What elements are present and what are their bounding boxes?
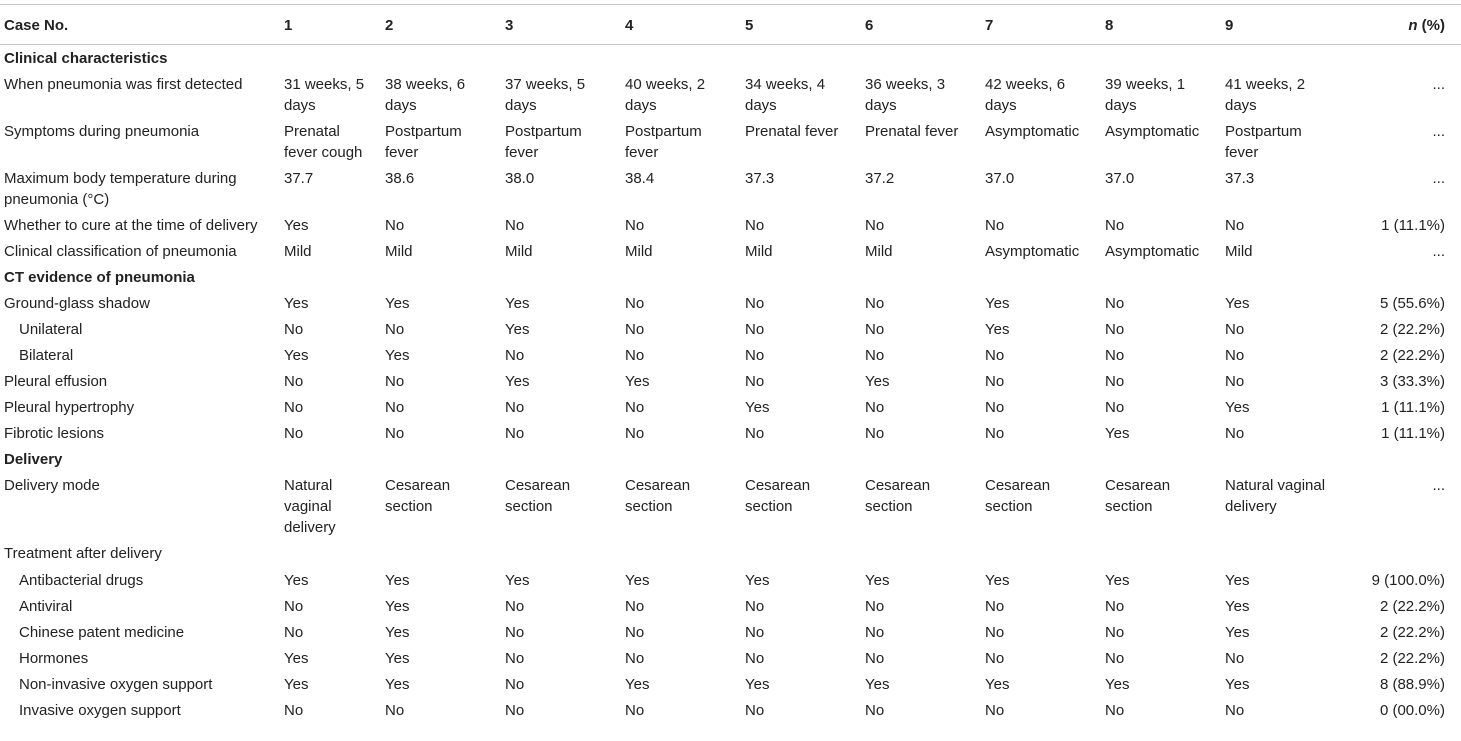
case-8-cell: No bbox=[1105, 373, 1125, 390]
case-6-cell: Mild bbox=[865, 243, 893, 260]
case-7-cell: 37.0 bbox=[985, 170, 1015, 187]
case-8-cell: No bbox=[1105, 624, 1125, 641]
case-4-cell: No bbox=[625, 399, 645, 416]
row-label: Antiviral bbox=[19, 598, 73, 615]
case-7-cell: Cesarean section bbox=[985, 477, 1051, 515]
case-1-cell: No bbox=[284, 373, 304, 390]
case-1-cell: No bbox=[284, 624, 304, 641]
case-5-cell: No bbox=[745, 373, 765, 390]
case-7-cell: Asymptomatic bbox=[985, 123, 1080, 140]
case-2-cell: Yes bbox=[385, 676, 410, 693]
case-4-cell: Yes bbox=[625, 373, 650, 390]
case-1-cell: Mild bbox=[284, 243, 312, 260]
case-6-cell: No bbox=[865, 650, 885, 667]
case-3-cell: No bbox=[505, 425, 525, 442]
summary-cell: ... bbox=[1432, 170, 1445, 187]
case-9-cell: Yes bbox=[1225, 598, 1250, 615]
case-3-cell: No bbox=[505, 650, 525, 667]
summary-cell: ... bbox=[1432, 123, 1445, 140]
case-7-cell: No bbox=[985, 624, 1005, 641]
case-7-cell: No bbox=[985, 373, 1005, 390]
row-label: Maximum body temperature during pneumonia (°C) bbox=[4, 170, 237, 208]
case-5-cell: No bbox=[745, 217, 765, 234]
case-8-cell: No bbox=[1105, 347, 1125, 364]
row-label: When pneumonia was first detected bbox=[4, 76, 243, 93]
case-9-cell: No bbox=[1225, 347, 1245, 364]
case-7-cell: 42 weeks, 6 days bbox=[985, 76, 1066, 114]
case-9-cell: Mild bbox=[1225, 243, 1253, 260]
case-6-cell: No bbox=[865, 217, 885, 234]
table-row bbox=[0, 316, 1461, 342]
clinical-data-table bbox=[0, 4, 1461, 723]
case-1-cell: 37.7 bbox=[284, 170, 314, 187]
case-4-cell: No bbox=[625, 650, 645, 667]
summary-cell: 2 (22.2%) bbox=[1379, 347, 1445, 364]
case-1-cell: Yes bbox=[284, 676, 309, 693]
case-7-cell: Asymptomatic bbox=[985, 243, 1080, 260]
case-1-cell: Yes bbox=[284, 572, 309, 589]
case-1-cell: Yes bbox=[284, 347, 309, 364]
case-3-cell: Mild bbox=[505, 243, 533, 260]
case-2-cell: Yes bbox=[385, 650, 410, 667]
row-label: Non-invasive oxygen support bbox=[19, 676, 213, 693]
case-7-cell: No bbox=[985, 399, 1005, 416]
summary-cell: 8 (88.9%) bbox=[1379, 676, 1445, 693]
row-label: Clinical classification of pneumonia bbox=[4, 243, 237, 260]
case-8-cell: Asymptomatic bbox=[1105, 243, 1200, 260]
case-8-cell: No bbox=[1105, 702, 1125, 719]
case-8-cell: Cesarean section bbox=[1105, 477, 1171, 515]
case-2-cell: No bbox=[385, 217, 405, 234]
case-5-cell: Yes bbox=[745, 572, 770, 589]
case-6-cell: 36 weeks, 3 days bbox=[865, 76, 946, 114]
case-3-cell: Postpartum fever bbox=[505, 123, 582, 161]
summary-cell: 2 (22.2%) bbox=[1379, 650, 1445, 667]
case-1-cell: Prenatal fever cough bbox=[284, 123, 363, 161]
row-label: Antibacterial drugs bbox=[19, 572, 144, 589]
summary-cell: 1 (11.1%) bbox=[1381, 399, 1445, 416]
case-3-cell: Yes bbox=[505, 295, 530, 312]
case-4-cell: No bbox=[625, 347, 645, 364]
case-3-cell: No bbox=[505, 399, 525, 416]
table-row bbox=[0, 71, 1461, 118]
case-6-cell: 37.2 bbox=[865, 170, 895, 187]
table-row bbox=[0, 212, 1461, 238]
case-4-cell: Postpartum fever bbox=[625, 123, 702, 161]
table-header bbox=[0, 5, 1461, 45]
case-3-cell: 38.0 bbox=[505, 170, 535, 187]
table-row bbox=[0, 118, 1461, 165]
case-5-cell: No bbox=[745, 702, 765, 719]
case-7-cell: No bbox=[985, 217, 1005, 234]
section-heading: CT evidence of pneumonia bbox=[4, 269, 195, 286]
case-5-cell: 34 weeks, 4 days bbox=[745, 76, 826, 114]
summary-cell: 2 (22.2%) bbox=[1379, 598, 1445, 615]
case-9-cell: 37.3 bbox=[1225, 170, 1255, 187]
table-row bbox=[0, 238, 1461, 264]
case-4-cell: Yes bbox=[625, 676, 650, 693]
case-3-cell: No bbox=[505, 217, 525, 234]
case-3-cell: Cesarean section bbox=[505, 477, 571, 515]
case-6-cell: No bbox=[865, 347, 885, 364]
table-row bbox=[0, 567, 1461, 593]
summary-cell: 3 (33.3%) bbox=[1379, 373, 1445, 390]
case-7-cell: Yes bbox=[985, 572, 1010, 589]
case-1-cell: Natural vaginal delivery bbox=[284, 477, 336, 536]
case-3-cell: Yes bbox=[505, 572, 530, 589]
case-3-cell: No bbox=[505, 676, 525, 693]
table-row bbox=[0, 645, 1461, 671]
case-9-cell: No bbox=[1225, 650, 1245, 667]
case-7-cell: No bbox=[985, 347, 1005, 364]
case-1-cell: Yes bbox=[284, 217, 309, 234]
case-4-cell: No bbox=[625, 598, 645, 615]
case-3-cell: No bbox=[505, 598, 525, 615]
case-2-cell: No bbox=[385, 321, 405, 338]
case-8-cell: Yes bbox=[1105, 572, 1130, 589]
section-heading: Delivery bbox=[4, 451, 63, 468]
section-heading: Clinical characteristics bbox=[4, 50, 168, 67]
header-n: n bbox=[1408, 16, 1418, 34]
case-9-cell: No bbox=[1225, 321, 1245, 338]
table-row bbox=[0, 593, 1461, 619]
case-2-cell: Yes bbox=[385, 624, 410, 641]
case-4-cell: 38.4 bbox=[625, 170, 655, 187]
table-row bbox=[0, 420, 1461, 446]
row-label: Bilateral bbox=[19, 347, 74, 364]
table-row bbox=[0, 165, 1461, 212]
row-label: Fibrotic lesions bbox=[4, 425, 105, 442]
case-5-cell: 37.3 bbox=[745, 170, 775, 187]
case-4-cell: No bbox=[625, 702, 645, 719]
case-6-cell: No bbox=[865, 425, 885, 442]
case-7-cell: Yes bbox=[985, 295, 1010, 312]
row-label: Ground-glass shadow bbox=[4, 295, 150, 312]
summary-cell: 5 (55.6%) bbox=[1379, 295, 1445, 312]
summary-cell: 1 (11.1%) bbox=[1381, 217, 1445, 234]
case-9-cell: 41 weeks, 2 days bbox=[1225, 76, 1306, 114]
case-5-cell: No bbox=[745, 425, 765, 442]
case-5-cell: No bbox=[745, 295, 765, 312]
case-8-cell: 37.0 bbox=[1105, 170, 1135, 187]
header-case-4: 4 bbox=[621, 5, 741, 45]
row-label: Pleural effusion bbox=[4, 373, 108, 390]
case-9-cell: No bbox=[1225, 373, 1245, 390]
case-9-cell: Yes bbox=[1225, 295, 1250, 312]
case-7-cell: No bbox=[985, 425, 1005, 442]
case-2-cell: No bbox=[385, 425, 405, 442]
header-case-no: Case No. bbox=[0, 5, 280, 45]
case-6-cell: No bbox=[865, 598, 885, 615]
case-2-cell: Yes bbox=[385, 347, 410, 364]
case-4-cell: Yes bbox=[625, 572, 650, 589]
case-8-cell: No bbox=[1105, 295, 1125, 312]
case-9-cell: Yes bbox=[1225, 572, 1250, 589]
case-9-cell: Yes bbox=[1225, 676, 1250, 693]
case-7-cell: Yes bbox=[985, 321, 1010, 338]
case-9-cell: No bbox=[1225, 425, 1245, 442]
case-1-cell: 31 weeks, 5 days bbox=[284, 76, 365, 114]
row-label: Chinese patent medicine bbox=[19, 624, 185, 641]
case-2-cell: Mild bbox=[385, 243, 413, 260]
case-9-cell: No bbox=[1225, 217, 1245, 234]
case-8-cell: No bbox=[1105, 321, 1125, 338]
case-9-cell: Yes bbox=[1225, 624, 1250, 641]
header-case-6: 6 bbox=[861, 5, 981, 45]
header-case-5: 5 bbox=[741, 5, 861, 45]
case-9-cell: Natural vaginal delivery bbox=[1225, 477, 1326, 515]
case-2-cell: Cesarean section bbox=[385, 477, 451, 515]
case-5-cell: Mild bbox=[745, 243, 773, 260]
case-8-cell: No bbox=[1105, 650, 1125, 667]
section-heading-row bbox=[0, 264, 1461, 290]
case-2-cell: Postpartum fever bbox=[385, 123, 462, 161]
subheading-row bbox=[0, 540, 1461, 567]
case-9-cell: Postpartum fever bbox=[1225, 123, 1302, 161]
table-row bbox=[0, 342, 1461, 368]
case-4-cell: No bbox=[625, 321, 645, 338]
case-1-cell: Yes bbox=[284, 650, 309, 667]
row-label: Hormones bbox=[19, 650, 89, 667]
case-5-cell: No bbox=[745, 347, 765, 364]
case-4-cell: No bbox=[625, 217, 645, 234]
case-4-cell: No bbox=[625, 624, 645, 641]
row-label: Pleural hypertrophy bbox=[4, 399, 135, 416]
case-8-cell: No bbox=[1105, 399, 1125, 416]
case-8-cell: 39 weeks, 1 days bbox=[1105, 76, 1186, 114]
case-1-cell: No bbox=[284, 702, 304, 719]
case-2-cell: No bbox=[385, 373, 405, 390]
case-5-cell: No bbox=[745, 650, 765, 667]
case-6-cell: Yes bbox=[865, 373, 890, 390]
case-2-cell: Yes bbox=[385, 598, 410, 615]
case-5-cell: Prenatal fever bbox=[745, 123, 839, 140]
table-row bbox=[0, 619, 1461, 645]
case-6-cell: No bbox=[865, 295, 885, 312]
case-2-cell: 38 weeks, 6 days bbox=[385, 76, 466, 114]
case-2-cell: Yes bbox=[385, 572, 410, 589]
summary-cell: 2 (22.2%) bbox=[1379, 624, 1445, 641]
case-3-cell: 37 weeks, 5 days bbox=[505, 76, 586, 114]
table-row bbox=[0, 697, 1461, 723]
case-5-cell: Yes bbox=[745, 399, 770, 416]
header-case-1: 1 bbox=[280, 5, 381, 45]
table-row bbox=[0, 368, 1461, 394]
row-label: Invasive oxygen support bbox=[19, 702, 181, 719]
case-6-cell: No bbox=[865, 702, 885, 719]
case-6-cell: No bbox=[865, 624, 885, 641]
summary-cell: 9 (100.0%) bbox=[1371, 572, 1445, 589]
header-case-3: 3 bbox=[501, 5, 621, 45]
header-case-2: 2 bbox=[381, 5, 501, 45]
summary-cell: 1 (11.1%) bbox=[1381, 425, 1445, 442]
case-6-cell: Yes bbox=[865, 676, 890, 693]
summary-cell: ... bbox=[1432, 477, 1445, 494]
case-6-cell: Cesarean section bbox=[865, 477, 931, 515]
case-8-cell: No bbox=[1105, 598, 1125, 615]
case-7-cell: No bbox=[985, 702, 1005, 719]
case-7-cell: No bbox=[985, 650, 1005, 667]
header-case-9: 9 bbox=[1221, 5, 1341, 45]
header-percent: (%) bbox=[1417, 16, 1445, 34]
case-2-cell: 38.6 bbox=[385, 170, 415, 187]
case-6-cell: No bbox=[865, 399, 885, 416]
case-8-cell: Asymptomatic bbox=[1105, 123, 1200, 140]
case-1-cell: No bbox=[284, 399, 304, 416]
row-label: Unilateral bbox=[19, 321, 83, 338]
summary-cell: ... bbox=[1432, 76, 1445, 93]
case-2-cell: Yes bbox=[385, 295, 410, 312]
case-7-cell: No bbox=[985, 598, 1005, 615]
case-3-cell: No bbox=[505, 624, 525, 641]
case-2-cell: No bbox=[385, 399, 405, 416]
case-7-cell: Yes bbox=[985, 676, 1010, 693]
case-8-cell: No bbox=[1105, 217, 1125, 234]
table-row bbox=[0, 472, 1461, 540]
case-6-cell: Prenatal fever bbox=[865, 123, 959, 140]
table-row bbox=[0, 394, 1461, 420]
summary-cell: 0 (00.0%) bbox=[1379, 702, 1445, 719]
case-5-cell: Cesarean section bbox=[745, 477, 811, 515]
case-9-cell: Yes bbox=[1225, 399, 1250, 416]
case-6-cell: Yes bbox=[865, 572, 890, 589]
case-3-cell: Yes bbox=[505, 321, 530, 338]
subheading: Treatment after delivery bbox=[4, 545, 162, 562]
case-5-cell: Yes bbox=[745, 676, 770, 693]
section-heading-row bbox=[0, 45, 1461, 72]
section-heading-row bbox=[0, 446, 1461, 472]
case-4-cell: Cesarean section bbox=[625, 477, 691, 515]
row-label: Whether to cure at the time of delivery bbox=[4, 217, 258, 234]
table-row bbox=[0, 671, 1461, 697]
case-1-cell: No bbox=[284, 321, 304, 338]
case-8-cell: Yes bbox=[1105, 425, 1130, 442]
case-1-cell: Yes bbox=[284, 295, 309, 312]
case-5-cell: No bbox=[745, 598, 765, 615]
table-row bbox=[0, 290, 1461, 316]
case-3-cell: No bbox=[505, 702, 525, 719]
case-1-cell: No bbox=[284, 598, 304, 615]
case-9-cell: No bbox=[1225, 702, 1245, 719]
summary-cell: 2 (22.2%) bbox=[1379, 321, 1445, 338]
case-4-cell: No bbox=[625, 425, 645, 442]
case-6-cell: No bbox=[865, 321, 885, 338]
table-body bbox=[0, 45, 1461, 724]
case-4-cell: No bbox=[625, 295, 645, 312]
case-4-cell: Mild bbox=[625, 243, 653, 260]
header-n-percent bbox=[1341, 5, 1461, 45]
case-5-cell: No bbox=[745, 321, 765, 338]
case-5-cell: No bbox=[745, 624, 765, 641]
row-label: Delivery mode bbox=[4, 477, 100, 494]
case-8-cell: Yes bbox=[1105, 676, 1130, 693]
header-case-7: 7 bbox=[981, 5, 1101, 45]
case-1-cell: No bbox=[284, 425, 304, 442]
case-3-cell: Yes bbox=[505, 373, 530, 390]
summary-cell: ... bbox=[1432, 243, 1445, 260]
row-label: Symptoms during pneumonia bbox=[4, 123, 200, 140]
header-row bbox=[0, 5, 1461, 45]
header-case-8: 8 bbox=[1101, 5, 1221, 45]
case-3-cell: No bbox=[505, 347, 525, 364]
case-2-cell: No bbox=[385, 702, 405, 719]
case-4-cell: 40 weeks, 2 days bbox=[625, 76, 706, 114]
